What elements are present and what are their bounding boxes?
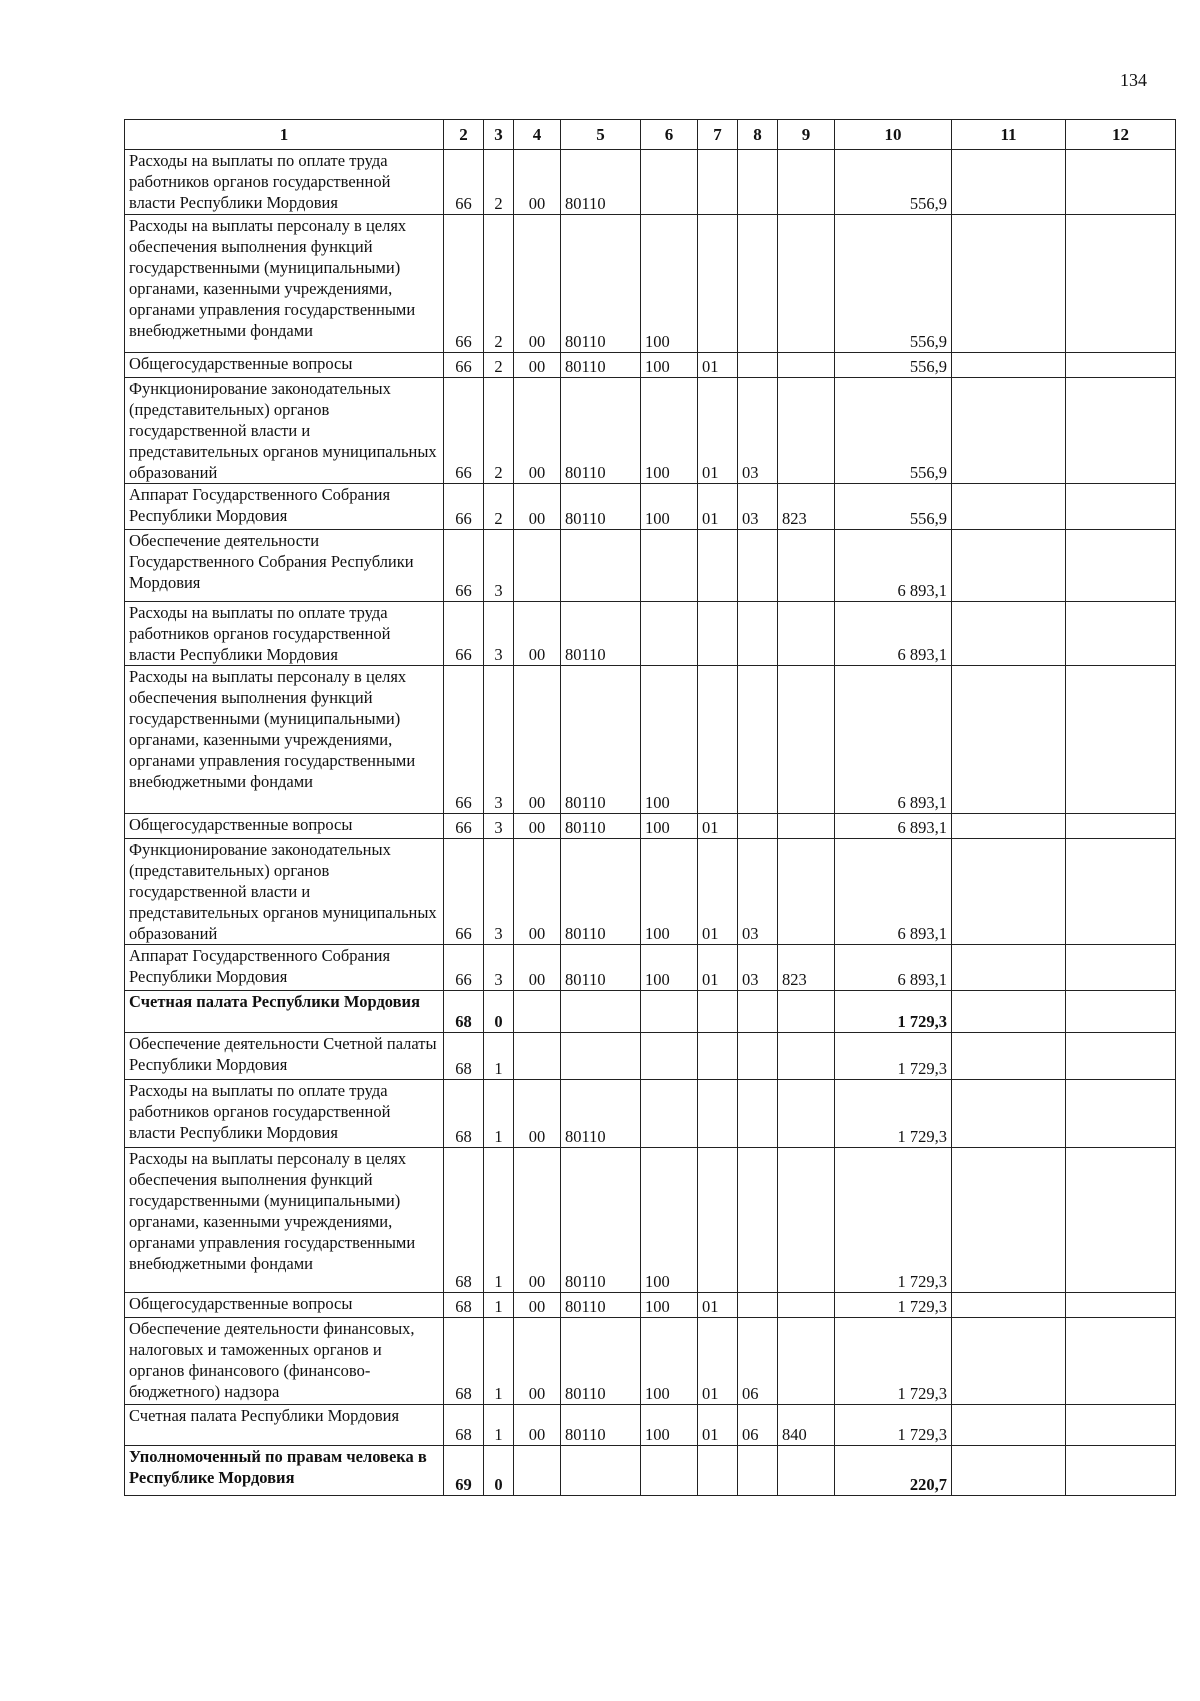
cell-col-6: 100: [641, 353, 698, 378]
cell-col-7: 01: [698, 945, 738, 991]
cell-col-6: 100: [641, 1405, 698, 1446]
cell-col-4: 00: [514, 484, 561, 530]
cell-col-7: [698, 1446, 738, 1496]
cell-col-4: 00: [514, 353, 561, 378]
cell-col-8: 03: [738, 378, 778, 484]
cell-col-4: [514, 991, 561, 1033]
cell-col-5: [561, 530, 641, 602]
column-header: 12: [1066, 120, 1176, 150]
table-row: [125, 353, 1176, 378]
cell-col-5: 80110: [561, 602, 641, 666]
column-header: 8: [738, 120, 778, 150]
cell-col-9: 823: [778, 945, 835, 991]
table-row: [125, 1446, 1176, 1496]
cell-col-7: [698, 1148, 738, 1293]
cell-col-4: 00: [514, 1293, 561, 1318]
cell-col-2: 66: [444, 150, 484, 215]
cell-col-7: 01: [698, 484, 738, 530]
cell-col-4: [514, 1033, 561, 1080]
cell-col-7: 01: [698, 353, 738, 378]
cell-col-11: [952, 602, 1066, 666]
cell-col-12: [1066, 602, 1176, 666]
cell-col-11: [952, 1080, 1066, 1148]
cell-col-10: 220,7: [835, 1446, 952, 1496]
column-header: 6: [641, 120, 698, 150]
cell-col-7: [698, 1033, 738, 1080]
column-header: 3: [484, 120, 514, 150]
cell-col-2: 66: [444, 839, 484, 945]
cell-col-9: [778, 1033, 835, 1080]
row-description: Счетная палата Республики Мордовия: [125, 991, 444, 1033]
cell-col-4: 00: [514, 150, 561, 215]
cell-col-8: [738, 530, 778, 602]
cell-col-9: [778, 814, 835, 839]
cell-col-10: 556,9: [835, 215, 952, 353]
cell-col-10: 1 729,3: [835, 1293, 952, 1318]
cell-col-4: [514, 530, 561, 602]
table-row: [125, 1318, 1176, 1405]
cell-col-6: 100: [641, 666, 698, 814]
cell-col-2: 66: [444, 602, 484, 666]
table-row: [125, 215, 1176, 353]
cell-col-12: [1066, 1148, 1176, 1293]
cell-col-3: 2: [484, 150, 514, 215]
cell-col-7: 01: [698, 1293, 738, 1318]
cell-col-11: [952, 378, 1066, 484]
row-description: Счетная палата Республики Мордовия: [125, 1405, 444, 1446]
table-row: [125, 839, 1176, 945]
column-header: 2: [444, 120, 484, 150]
cell-col-10: 556,9: [835, 353, 952, 378]
cell-col-5: 80110: [561, 1318, 641, 1405]
cell-col-12: [1066, 991, 1176, 1033]
cell-col-5: [561, 1446, 641, 1496]
cell-col-6: [641, 150, 698, 215]
row-description: Расходы на выплаты персоналу в целях обеспечения выполнения функций государственными (муниципальными) органами, казенными учреждениями, органами управления государственными внебюджетными фондами: [125, 1148, 444, 1293]
cell-col-6: [641, 991, 698, 1033]
cell-col-6: 100: [641, 814, 698, 839]
cell-col-2: 66: [444, 215, 484, 353]
table-row: [125, 602, 1176, 666]
cell-col-12: [1066, 1293, 1176, 1318]
cell-col-6: [641, 530, 698, 602]
column-header: 1: [125, 120, 444, 150]
row-description: Расходы на выплаты персоналу в целях обеспечения выполнения функций государственными (муниципальными) органами, казенными учреждениями, органами управления государственными внебюджетными фондами: [125, 666, 444, 814]
cell-col-8: [738, 1293, 778, 1318]
cell-col-3: 0: [484, 991, 514, 1033]
cell-col-7: 01: [698, 378, 738, 484]
cell-col-7: [698, 1080, 738, 1148]
cell-col-2: 66: [444, 666, 484, 814]
table-row: [125, 530, 1176, 602]
table-row: [125, 484, 1176, 530]
row-description: Функционирование законодательных (представительных) органов государственной власти и представительных органов муниципальных образований: [125, 839, 444, 945]
cell-col-6: 100: [641, 215, 698, 353]
cell-col-12: [1066, 484, 1176, 530]
cell-col-5: [561, 1033, 641, 1080]
cell-col-12: [1066, 378, 1176, 484]
cell-col-10: 1 729,3: [835, 1148, 952, 1293]
cell-col-2: 68: [444, 991, 484, 1033]
cell-col-7: [698, 530, 738, 602]
cell-col-3: 2: [484, 215, 514, 353]
cell-col-10: 556,9: [835, 378, 952, 484]
cell-col-4: 00: [514, 945, 561, 991]
cell-col-12: [1066, 1318, 1176, 1405]
cell-col-11: [952, 991, 1066, 1033]
cell-col-9: [778, 353, 835, 378]
row-description: Общегосударственные вопросы: [125, 1293, 444, 1318]
cell-col-11: [952, 215, 1066, 353]
cell-col-6: [641, 1080, 698, 1148]
cell-col-4: 00: [514, 666, 561, 814]
cell-col-4: 00: [514, 215, 561, 353]
cell-col-4: [514, 1446, 561, 1496]
cell-col-2: 66: [444, 530, 484, 602]
cell-col-12: [1066, 1033, 1176, 1080]
cell-col-2: 66: [444, 353, 484, 378]
cell-col-10: 6 893,1: [835, 839, 952, 945]
cell-col-11: [952, 353, 1066, 378]
cell-col-9: [778, 530, 835, 602]
cell-col-9: [778, 1446, 835, 1496]
cell-col-3: 1: [484, 1148, 514, 1293]
cell-col-3: 3: [484, 814, 514, 839]
cell-col-12: [1066, 1405, 1176, 1446]
table-row: [125, 378, 1176, 484]
row-description: Обеспечение деятельности Государственного Собрания Республики Мордовия: [125, 530, 444, 602]
cell-col-2: 68: [444, 1148, 484, 1293]
cell-col-9: [778, 1293, 835, 1318]
cell-col-5: 80110: [561, 215, 641, 353]
table-row: [125, 1405, 1176, 1446]
cell-col-7: [698, 666, 738, 814]
row-description: Общегосударственные вопросы: [125, 353, 444, 378]
cell-col-2: 66: [444, 945, 484, 991]
cell-col-7: 01: [698, 814, 738, 839]
cell-col-8: 06: [738, 1405, 778, 1446]
cell-col-11: [952, 484, 1066, 530]
column-header: 10: [835, 120, 952, 150]
cell-col-5: 80110: [561, 1405, 641, 1446]
cell-col-12: [1066, 1080, 1176, 1148]
cell-col-2: 68: [444, 1033, 484, 1080]
cell-col-11: [952, 1318, 1066, 1405]
column-header: 4: [514, 120, 561, 150]
cell-col-12: [1066, 839, 1176, 945]
cell-col-4: 00: [514, 378, 561, 484]
cell-col-6: [641, 1033, 698, 1080]
table-row: [125, 150, 1176, 215]
cell-col-10: 6 893,1: [835, 666, 952, 814]
cell-col-4: 00: [514, 839, 561, 945]
cell-col-5: [561, 991, 641, 1033]
cell-col-12: [1066, 150, 1176, 215]
cell-col-5: 80110: [561, 814, 641, 839]
cell-col-9: [778, 839, 835, 945]
cell-col-8: 03: [738, 484, 778, 530]
cell-col-11: [952, 1293, 1066, 1318]
cell-col-3: 1: [484, 1080, 514, 1148]
table-row: [125, 1033, 1176, 1080]
cell-col-3: 3: [484, 530, 514, 602]
cell-col-5: 80110: [561, 484, 641, 530]
cell-col-6: 100: [641, 945, 698, 991]
cell-col-10: 556,9: [835, 150, 952, 215]
cell-col-3: 2: [484, 378, 514, 484]
cell-col-5: 80110: [561, 1080, 641, 1148]
cell-col-5: 80110: [561, 839, 641, 945]
cell-col-9: [778, 215, 835, 353]
cell-col-5: 80110: [561, 1293, 641, 1318]
cell-col-8: [738, 1148, 778, 1293]
cell-col-12: [1066, 945, 1176, 991]
cell-col-7: [698, 150, 738, 215]
cell-col-3: 3: [484, 602, 514, 666]
column-header: 9: [778, 120, 835, 150]
cell-col-8: [738, 602, 778, 666]
row-description: Уполномоченный по правам человека в Республике Мордовия: [125, 1446, 444, 1496]
cell-col-10: 1 729,3: [835, 991, 952, 1033]
cell-col-8: [738, 1446, 778, 1496]
cell-col-6: [641, 1446, 698, 1496]
cell-col-9: [778, 150, 835, 215]
cell-col-10: 1 729,3: [835, 1405, 952, 1446]
cell-col-11: [952, 150, 1066, 215]
cell-col-2: 68: [444, 1080, 484, 1148]
row-description: Функционирование законодательных (представительных) органов государственной власти и представительных органов муниципальных образований: [125, 378, 444, 484]
cell-col-7: 01: [698, 1405, 738, 1446]
cell-col-9: [778, 1318, 835, 1405]
cell-col-7: [698, 602, 738, 666]
cell-col-8: [738, 666, 778, 814]
cell-col-11: [952, 1405, 1066, 1446]
cell-col-8: [738, 991, 778, 1033]
row-description: Расходы на выплаты персоналу в целях обеспечения выполнения функций государственными (муниципальными) органами, казенными учреждениями, органами управления государственными внебюджетными фондами: [125, 215, 444, 353]
table-row: [125, 991, 1176, 1033]
cell-col-11: [952, 1148, 1066, 1293]
column-header: 5: [561, 120, 641, 150]
cell-col-11: [952, 666, 1066, 814]
cell-col-5: 80110: [561, 378, 641, 484]
cell-col-4: 00: [514, 602, 561, 666]
cell-col-7: 01: [698, 839, 738, 945]
cell-col-12: [1066, 215, 1176, 353]
cell-col-8: [738, 353, 778, 378]
cell-col-5: 80110: [561, 150, 641, 215]
cell-col-4: 00: [514, 1148, 561, 1293]
cell-col-3: 0: [484, 1446, 514, 1496]
cell-col-9: [778, 1080, 835, 1148]
cell-col-3: 3: [484, 839, 514, 945]
cell-col-8: [738, 814, 778, 839]
cell-col-7: [698, 991, 738, 1033]
cell-col-2: 68: [444, 1318, 484, 1405]
cell-col-8: 03: [738, 945, 778, 991]
cell-col-3: 3: [484, 945, 514, 991]
cell-col-2: 66: [444, 484, 484, 530]
cell-col-2: 66: [444, 814, 484, 839]
cell-col-8: 06: [738, 1318, 778, 1405]
cell-col-3: 2: [484, 484, 514, 530]
cell-col-3: 1: [484, 1405, 514, 1446]
cell-col-8: [738, 1080, 778, 1148]
cell-col-10: 1 729,3: [835, 1033, 952, 1080]
cell-col-3: 1: [484, 1033, 514, 1080]
cell-col-2: 66: [444, 378, 484, 484]
cell-col-11: [952, 945, 1066, 991]
cell-col-6: 100: [641, 839, 698, 945]
cell-col-9: [778, 666, 835, 814]
cell-col-6: [641, 602, 698, 666]
cell-col-5: 80110: [561, 1148, 641, 1293]
cell-col-8: [738, 150, 778, 215]
row-description: Расходы на выплаты по оплате труда работников органов государственной власти Республики Мордовия: [125, 150, 444, 215]
cell-col-11: [952, 839, 1066, 945]
row-description: Расходы на выплаты по оплате труда работников органов государственной власти Республики Мордовия: [125, 1080, 444, 1148]
table-row: [125, 1293, 1176, 1318]
cell-col-11: [952, 814, 1066, 839]
cell-col-7: 01: [698, 1318, 738, 1405]
cell-col-6: 100: [641, 1318, 698, 1405]
cell-col-6: 100: [641, 378, 698, 484]
cell-col-10: 6 893,1: [835, 814, 952, 839]
cell-col-12: [1066, 353, 1176, 378]
cell-col-9: 823: [778, 484, 835, 530]
cell-col-11: [952, 1033, 1066, 1080]
column-header: 7: [698, 120, 738, 150]
cell-col-4: 00: [514, 1405, 561, 1446]
cell-col-9: [778, 378, 835, 484]
cell-col-12: [1066, 814, 1176, 839]
cell-col-3: 3: [484, 666, 514, 814]
cell-col-3: 2: [484, 353, 514, 378]
row-description: Аппарат Государственного Собрания Республики Мордовия: [125, 945, 444, 991]
cell-col-5: 80110: [561, 353, 641, 378]
table-row: [125, 945, 1176, 991]
cell-col-2: 68: [444, 1293, 484, 1318]
cell-col-2: 68: [444, 1405, 484, 1446]
cell-col-10: 556,9: [835, 484, 952, 530]
cell-col-9: [778, 991, 835, 1033]
cell-col-10: 6 893,1: [835, 530, 952, 602]
row-description: Общегосударственные вопросы: [125, 814, 444, 839]
cell-col-12: [1066, 1446, 1176, 1496]
column-header: 11: [952, 120, 1066, 150]
table-header-row: [125, 120, 1176, 150]
table-row: [125, 1080, 1176, 1148]
cell-col-5: 80110: [561, 945, 641, 991]
cell-col-11: [952, 530, 1066, 602]
cell-col-12: [1066, 666, 1176, 814]
table-row: [125, 814, 1176, 839]
cell-col-4: 00: [514, 814, 561, 839]
budget-table: [124, 119, 1176, 1496]
cell-col-10: 6 893,1: [835, 602, 952, 666]
row-description: Расходы на выплаты по оплате труда работников органов государственной власти Республики Мордовия: [125, 602, 444, 666]
table-body: [125, 150, 1176, 1496]
cell-col-2: 69: [444, 1446, 484, 1496]
cell-col-11: [952, 1446, 1066, 1496]
cell-col-4: 00: [514, 1318, 561, 1405]
cell-col-5: 80110: [561, 666, 641, 814]
row-description: Обеспечение деятельности Счетной палаты Республики Мордовия: [125, 1033, 444, 1080]
table-row: [125, 1148, 1176, 1293]
cell-col-12: [1066, 530, 1176, 602]
cell-col-6: 100: [641, 484, 698, 530]
table-row: [125, 666, 1176, 814]
cell-col-3: 1: [484, 1318, 514, 1405]
cell-col-4: 00: [514, 1080, 561, 1148]
cell-col-7: [698, 215, 738, 353]
page-number: 134: [1120, 70, 1147, 90]
cell-col-6: 100: [641, 1293, 698, 1318]
row-description: Обеспечение деятельности финансовых, налоговых и таможенных органов и органов финансового (финансово-бюджетного) надзора: [125, 1318, 444, 1405]
cell-col-10: 6 893,1: [835, 945, 952, 991]
cell-col-6: 100: [641, 1148, 698, 1293]
cell-col-8: [738, 215, 778, 353]
cell-col-9: [778, 602, 835, 666]
cell-col-10: 1 729,3: [835, 1080, 952, 1148]
cell-col-3: 1: [484, 1293, 514, 1318]
cell-col-9: 840: [778, 1405, 835, 1446]
cell-col-9: [778, 1148, 835, 1293]
cell-col-8: [738, 1033, 778, 1080]
cell-col-10: 1 729,3: [835, 1318, 952, 1405]
cell-col-8: 03: [738, 839, 778, 945]
row-description: Аппарат Государственного Собрания Республики Мордовия: [125, 484, 444, 530]
